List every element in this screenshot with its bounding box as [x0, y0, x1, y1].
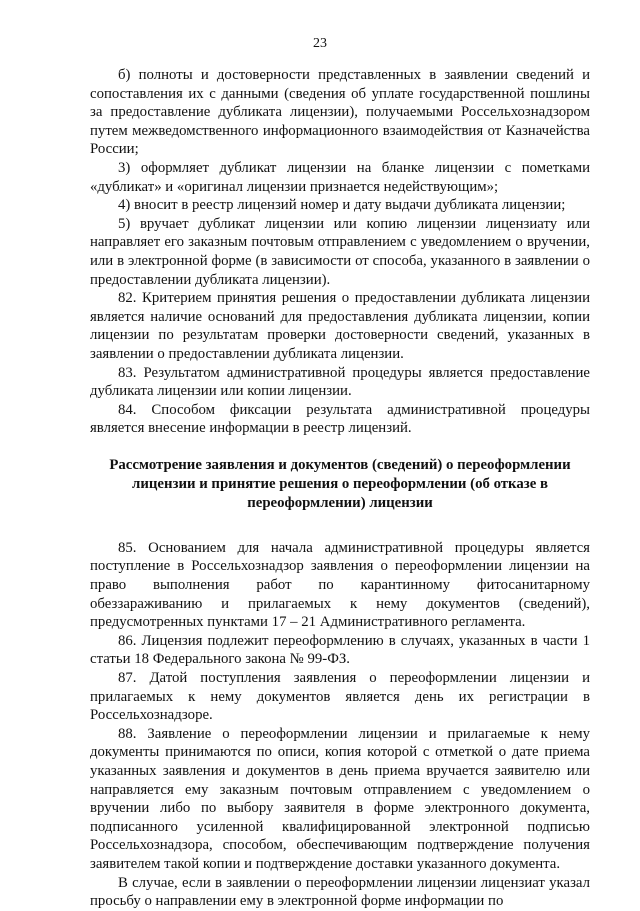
paragraph-3: 3) оформляет дубликат лицензии на бланке лицензии с пометками «дубликат» и «оригинал лицензии признается недействующим»; [90, 159, 590, 195]
paragraph-86: 86. Лицензия подлежит переоформлению в случаях, указанных в части 1 статьи 18 Федерального закона № 99-ФЗ. [90, 632, 590, 668]
paragraph-84: 84. Способом фиксации результата административной процедуры является внесение информации в реестр лицензий. [90, 401, 590, 437]
page-number: 23 [313, 36, 327, 51]
paragraph-3b: б) полноты и достоверности представленных в заявлении сведений и сопоставления их с данными (сведения об уплате государственной пошлины за предоставление дубликата лицензии), получаемыми Россельхознадзором путем межведомственного информационного взаимодействия от Казначейства России; [90, 67, 590, 158]
document-body [90, 66, 590, 911]
paragraph-83: 83. Результатом административной процедуры является предоставление дубликата лицензии или копии лицензии. [90, 364, 590, 400]
paragraph-4: 4) вносит в реестр лицензий номер и дату выдачи дубликата лицензии; [118, 197, 566, 214]
paragraph-85: 85. Основанием для начала административной процедуры является поступление в Россельхознадзор заявления о переоформлении лицензии на право выполнения работ по карантинному фитосанитарному обеззараживанию и прилагаемых к нему документов (сведений), предусмотренных пунктами 17 – 21 Административного регламента. [90, 539, 590, 631]
paragraph-88-continued: В случае, если в заявлении о переоформлении лицензии лицензиат указал просьбу о направлении ему в электронной форме информации по [90, 874, 590, 910]
section-heading: Рассмотрение заявления и документов (сведений) о переоформлении лицензии и принятие решения о переоформлении (об отказе в переоформлении) лицензии [109, 456, 571, 511]
paragraph-87: 87. Датой поступления заявления о переоформлении лицензии и прилагаемых к нему документов является день их регистрации в Россельхознадзоре. [90, 670, 590, 724]
paragraph-88: 88. Заявление о переоформлении лицензии и прилагаемые к нему документы принимаются по описи, копия которой с отметкой о дате приема указанных заявления и документов в день приема вручается заявителю или направляется ему заказным почтовым отправлением с уведомлением о вручении либо по выбору заявителя в форме электронного документа, подписанного усиленной квалифицированной электронной подписью Россельхознадзора, способом, обеспечивающим подтверждение получения заявителем такой копии и подтверждение доставки указанного документа. [90, 725, 590, 872]
paragraph-82: 82. Критерием принятия решения о предоставлении дубликата лицензии является наличие оснований для предоставления дубликата лицензии, копии лицензии по результатам проверки достоверности сведений, указанных в заявлении о предоставлении дубликата лицензии. [90, 290, 590, 362]
paragraph-5: 5) вручает дубликат лицензии или копию лицензии лицензиату или направляет его заказным почтовым отправлением с уведомлением о вручении, или в электронной форме (в зависимости от способа, указанного в заявлении о предоставлении дубликата лицензии). [90, 215, 590, 288]
